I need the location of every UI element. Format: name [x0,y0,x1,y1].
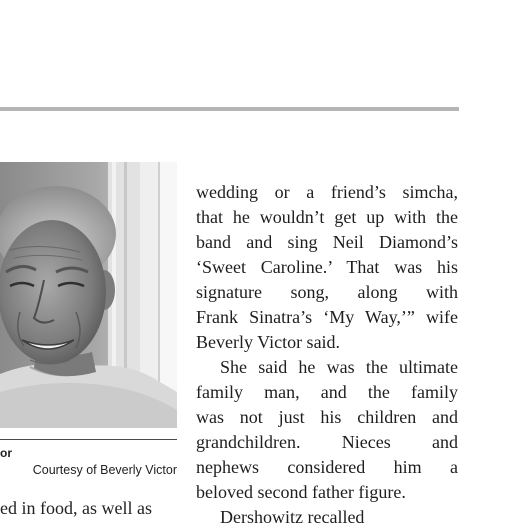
article-line: nephews considered him a [196,457,458,477]
left-column-text-fragment: ed in food, as well as [0,498,152,518]
article-line: signature song, along with [196,282,458,302]
article-paragraph-start: She said he was the ultimate [220,357,458,377]
article-line: wedding or a friend’s simcha, [196,182,458,202]
article-paragraph-start: Dershowitz recalled [220,507,365,527]
article-column [196,180,458,530]
caption-name-fragment: or [0,446,12,460]
article-line: that he wouldn’t get up with the [196,207,458,227]
article-line: beloved second father figure. [196,482,406,502]
article-line: family man, and the family [196,382,458,402]
photo-credit: Courtesy of Beverly Victor [32,463,177,477]
section-divider-rule [0,107,459,111]
article-line: ‘Sweet Caroline.’ That was his [196,257,458,277]
article-line: Beverly Victor said. [196,332,341,352]
portrait-photo [0,162,177,428]
article-line: grandchildren. Nieces and [196,432,458,452]
article-line: band and sing Neil Diamond’s [196,232,458,252]
article-line: was not just his children and [196,407,458,427]
caption-rule [0,439,177,440]
portrait-photo-icon [0,162,177,428]
article-line: Frank Sinatra’s ‘My Way,’” wife [196,307,458,327]
